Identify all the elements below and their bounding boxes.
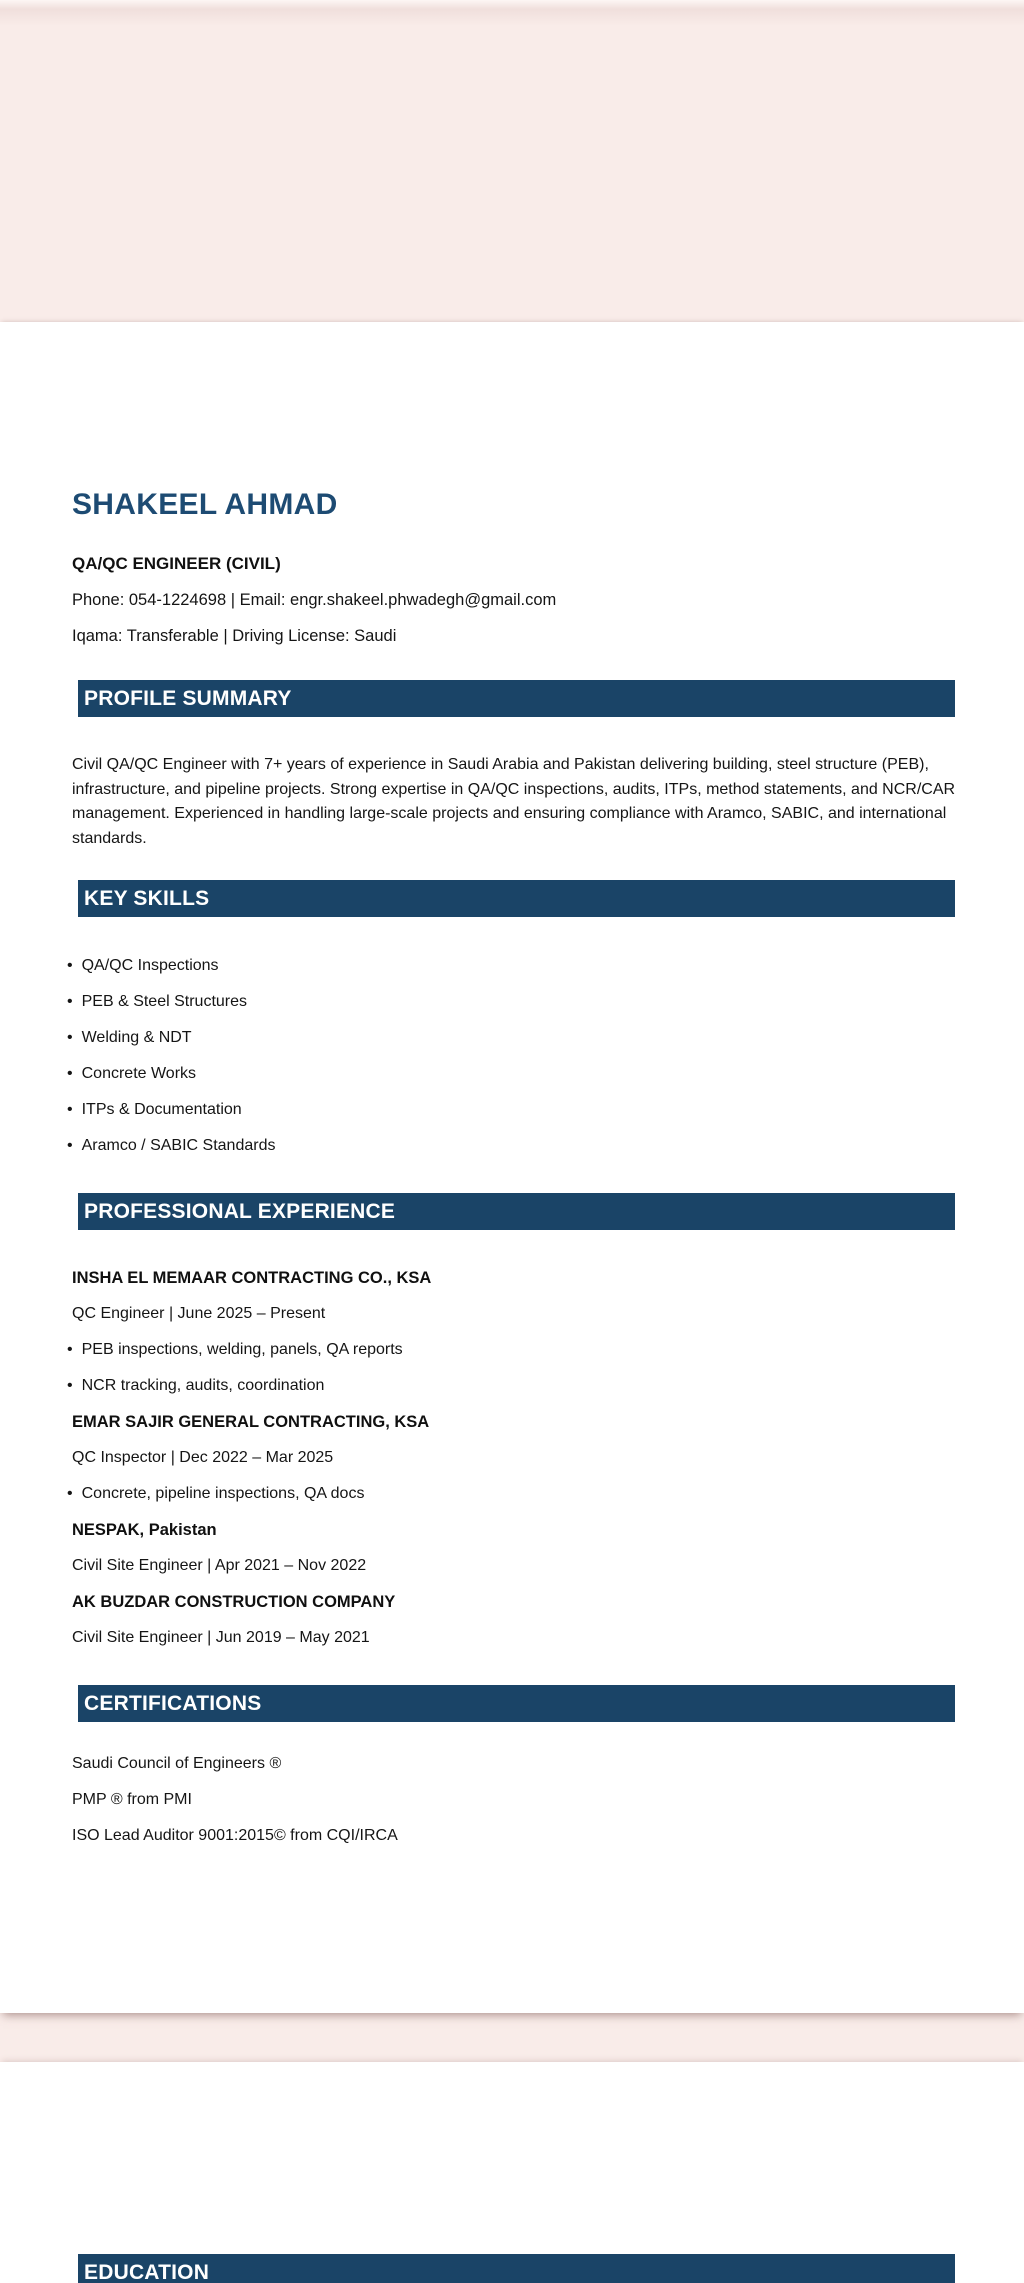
- page-2-content: [0, 2062, 1024, 2283]
- experience-role: Civil Site Engineer | Apr 2021 – Nov 2022: [72, 1557, 367, 1574]
- experience-bullet: [67, 1374, 958, 1398]
- section-heading-label: PROFILE SUMMARY: [84, 687, 292, 710]
- skill-label: Concrete Works: [81, 1065, 197, 1082]
- experience-company: NESPAK, Pakistan: [72, 1521, 217, 1539]
- bullet-icon: •: [67, 1137, 73, 1154]
- bullet-icon: •: [67, 1485, 73, 1502]
- profile-summary-text: Civil QA/QC Engineer with 7+ years of experience in Saudi Arabia and Pakistan delivering building, steel structure (PEB), infrastructure, and pipeline projects. Strong expertise in QA/QC inspections, audits, ITPs, method statements, and NCR/CAR management. Experienced in handling large-scale projects and ensuring compliance with Aramco, SABIC, and international standards.: [72, 756, 956, 847]
- section-header-certifications: [78, 1685, 955, 1722]
- certification-item: ISO Lead Auditor 9001:2015© from CQI/IRCA: [72, 1827, 398, 1844]
- section-heading-label: KEY SKILLS: [84, 887, 210, 910]
- candidate-job-title: QA/QC ENGINEER (CIVIL): [72, 554, 281, 573]
- experience-role: QC Engineer | June 2025 – Present: [72, 1305, 326, 1322]
- experience-bullet: [67, 1482, 958, 1506]
- resume-page-2: [0, 2062, 1024, 2283]
- page-1-content: [0, 322, 1024, 1860]
- bullet-icon: •: [67, 1065, 73, 1082]
- bullet-icon: •: [67, 1341, 73, 1358]
- experience-role: QC Inspector | Dec 2022 – Mar 2025: [72, 1449, 334, 1466]
- resume-page-1: [0, 322, 1024, 2013]
- skill-item: [67, 1098, 958, 1122]
- skill-item: [67, 1026, 958, 1050]
- section-header-profile-summary: [78, 680, 955, 717]
- skill-label: ITPs & Documentation: [81, 1101, 242, 1118]
- skill-item: [67, 1134, 958, 1158]
- section-heading-label: PROFESSIONAL EXPERIENCE: [84, 1200, 396, 1223]
- section-heading-label: EDUCATION: [84, 2261, 210, 2283]
- bullet-icon: •: [67, 1101, 73, 1118]
- experience-role: Civil Site Engineer | Jun 2019 – May 2021: [72, 1629, 370, 1646]
- experience-company: EMAR SAJIR GENERAL CONTRACTING, KSA: [72, 1413, 430, 1431]
- certifications-list: [72, 1752, 958, 1860]
- skill-item: [67, 954, 958, 978]
- skill-label: QA/QC Inspections: [81, 957, 219, 974]
- experience-bullet-label: PEB inspections, welding, panels, QA reports: [81, 1341, 403, 1358]
- skill-label: Welding & NDT: [81, 1029, 192, 1046]
- experience-bullet-label: Concrete, pipeline inspections, QA docs: [81, 1485, 365, 1502]
- bullet-icon: •: [67, 1377, 73, 1394]
- iqama-license-line: Iqama: Transferable | Driving License: Saudi: [72, 627, 397, 645]
- candidate-name: SHAKEEL AHMAD: [72, 488, 338, 521]
- experience-list: [67, 1266, 958, 1662]
- experience-company: AK BUZDAR CONSTRUCTION COMPANY: [72, 1593, 396, 1611]
- experience-company: INSHA EL MEMAAR CONTRACTING CO., KSA: [72, 1269, 432, 1287]
- contact-info-line: Phone: 054-1224698 | Email: engr.shakeel.phwadegh@gmail.com: [72, 591, 557, 609]
- section-heading-label: CERTIFICATIONS: [84, 1692, 262, 1715]
- top-shadow: [0, 0, 1024, 26]
- skill-label: PEB & Steel Structures: [81, 993, 248, 1010]
- section-header-education: [78, 2254, 955, 2283]
- skill-label: Aramco / SABIC Standards: [81, 1137, 276, 1154]
- key-skills-list: [67, 954, 958, 1170]
- certification-item: Saudi Council of Engineers ®: [72, 1755, 282, 1772]
- bullet-icon: •: [67, 957, 73, 974]
- skill-item: [67, 990, 958, 1014]
- experience-bullet: [67, 1338, 958, 1362]
- bullet-icon: •: [67, 993, 73, 1010]
- bullet-icon: •: [67, 1029, 73, 1046]
- certification-item: PMP ® from PMI: [72, 1791, 192, 1808]
- section-header-key-skills: [78, 880, 955, 917]
- experience-bullet-label: NCR tracking, audits, coordination: [81, 1377, 325, 1394]
- section-header-professional-experience: [78, 1193, 955, 1230]
- skill-item: [67, 1062, 958, 1086]
